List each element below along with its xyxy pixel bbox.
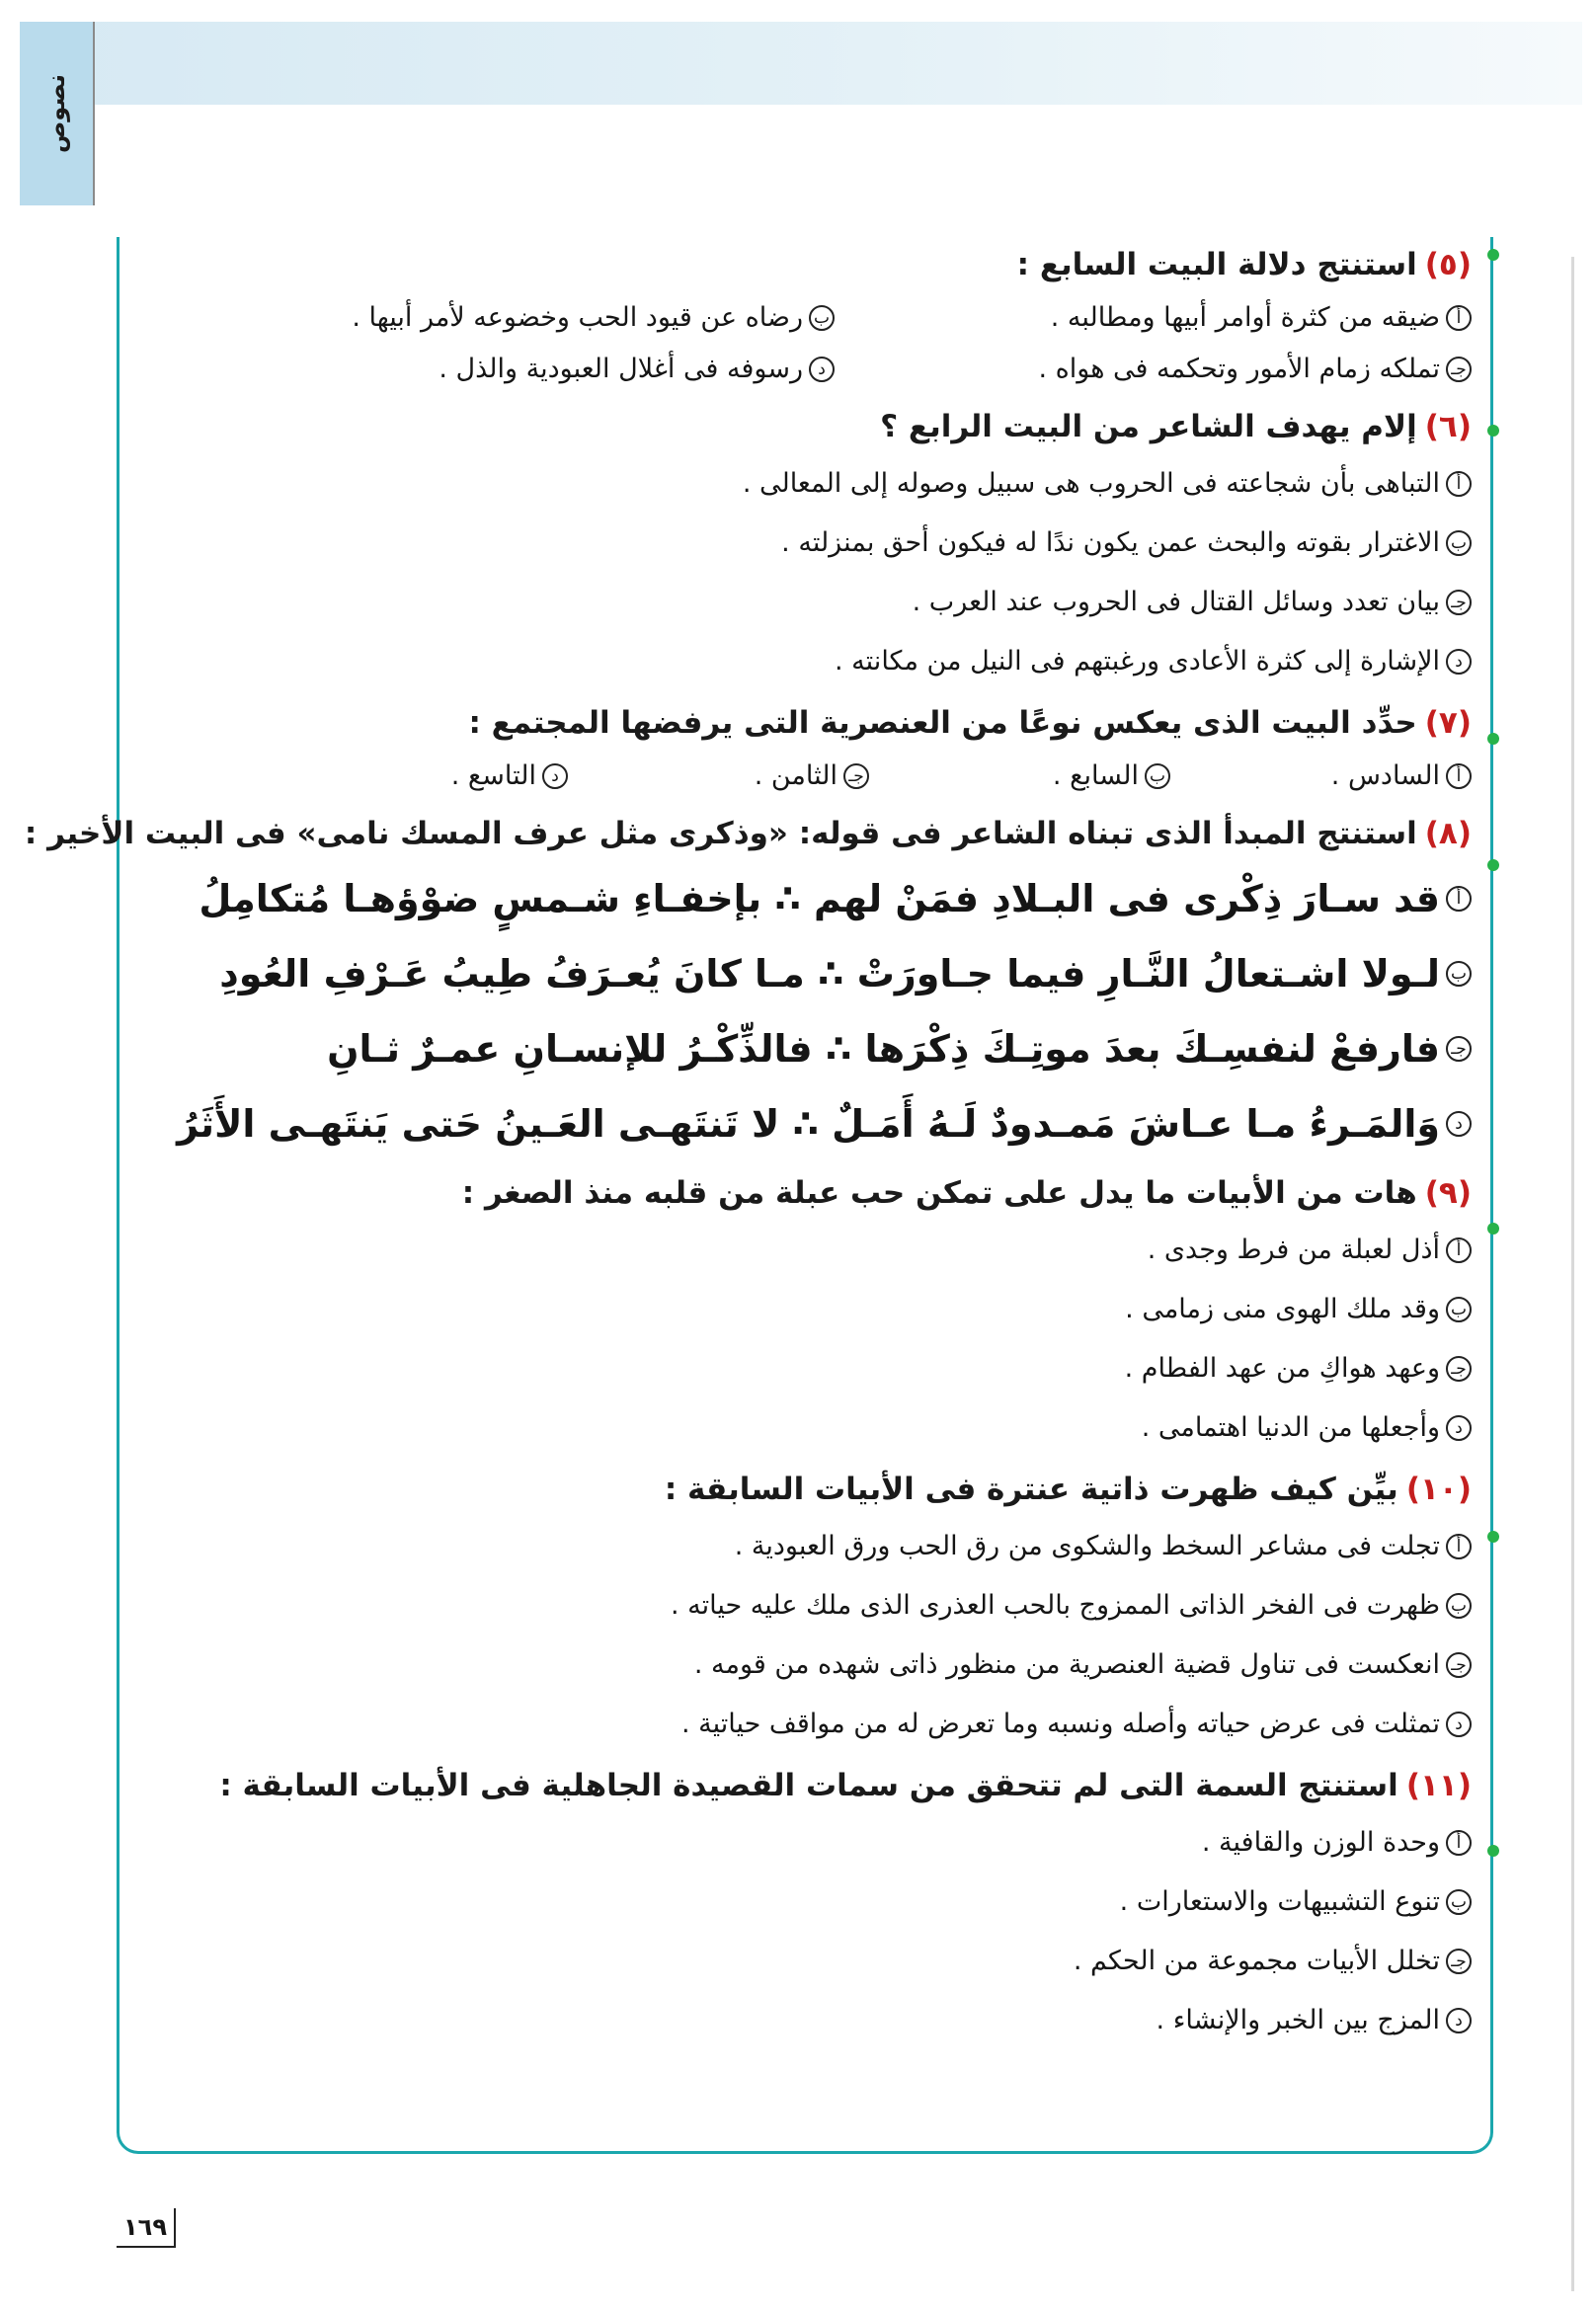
option-text: وأجعلها من الدنيا اهتمامى . — [1141, 1412, 1440, 1443]
option-d[interactable] — [198, 1398, 1472, 1458]
option-b[interactable] — [198, 1576, 1472, 1635]
option-text: المزج بين الخبر والإنشاء . — [1156, 2005, 1440, 2035]
option-mark: أ — [1446, 305, 1472, 331]
option-text: تمثلت فى عرض حياته وأصله ونسبه وما تعرض له من مواقف حياتية . — [680, 1709, 1440, 1739]
question-11 — [198, 1764, 1472, 2050]
question-number: (١٠) — [1405, 1472, 1472, 1507]
option-mark: جـ — [843, 763, 869, 789]
option-d[interactable] — [198, 1695, 1472, 1754]
option-c[interactable] — [835, 344, 1472, 395]
option-c[interactable] — [568, 751, 869, 802]
option-mark: أ — [1446, 886, 1472, 912]
bullet-dot — [1487, 425, 1499, 437]
page-number: ١٦٩ — [117, 2208, 176, 2248]
option-text: انعكست فى تناول قضية العنصرية من منظور ذاتى شهده من قومه . — [693, 1649, 1440, 1680]
option-text: رسوفه فى أغلال العبودية والذل . — [439, 354, 803, 384]
question-text: بيِّن كيف ظهرت ذاتية عنترة فى الأبيات السابقة : — [664, 1472, 1398, 1507]
question-text: استنتج المبدأ الذى تبناه الشاعر فى قوله: «وذكرى مثل عرف المسك نامى» فى البيت الأخير : — [24, 816, 1417, 851]
option-text: بيان تعدد وسائل القتال فى الحروب عند العرب . — [912, 587, 1440, 617]
bullet-dot — [1487, 1223, 1499, 1235]
option-mark: د — [1446, 1111, 1472, 1137]
option-mark: د — [809, 357, 835, 382]
option-mark: ب — [809, 305, 835, 331]
option-text: الثامن . — [754, 760, 838, 791]
option-mark: د — [1446, 649, 1472, 675]
question-text: استنتج دلالة البيت السابع : — [1016, 247, 1417, 282]
option-mark: ب — [1446, 1889, 1472, 1915]
option-text: السادس . — [1330, 760, 1440, 791]
option-text: وعهد هواكِ من عهد الفطام . — [1124, 1353, 1440, 1384]
option-c[interactable] — [198, 1635, 1472, 1695]
section-label: نصوص — [42, 74, 70, 153]
option-mark: د — [542, 763, 568, 789]
option-text: تجلت فى مشاعر السخط والشكوى من رق الحب ورق العبودية . — [734, 1531, 1440, 1561]
option-text: رضاه عن قيود الحب وخضوعه لأمر أبيها . — [352, 302, 803, 333]
option-a[interactable] — [835, 292, 1472, 344]
verse-text: فارفعْ لنفسِـكَ بعدَ موتِـكَ ذِكْرَها ∴ فالذِّكْـرُ للإنسـانِ عمـرٌ ثـانِ — [327, 1027, 1440, 1071]
option-text: التباهى بأن شجاعته فى الحروب هى سبيل وصوله إلى المعالى . — [742, 468, 1440, 499]
option-b[interactable] — [198, 292, 835, 344]
verse-text: قد سـارَ ذِكْرى فى البـلادِ فمَنْ لهم ∴ بإخفـاءِ شـمسٍ ضوْؤهـا مُتكامِلُ — [199, 877, 1440, 920]
option-mark: أ — [1446, 763, 1472, 789]
question-number: (٨) — [1424, 816, 1472, 851]
option-b[interactable] — [198, 936, 1472, 1011]
option-a[interactable] — [198, 1517, 1472, 1576]
option-mark: ب — [1145, 763, 1170, 789]
option-text: ظهرت فى الفخر الذاتى الممزوج بالحب العذرى الذى ملك عليه حياته . — [670, 1590, 1440, 1621]
option-text: وحدة الوزن والقافية . — [1201, 1827, 1440, 1858]
option-mark: جـ — [1446, 357, 1472, 382]
option-a[interactable] — [198, 861, 1472, 936]
question-text: استنتج السمة التى لم تتحقق من سمات القصيدة الجاهلية فى الأبيات السابقة : — [219, 1768, 1398, 1803]
option-mark: أ — [1446, 1830, 1472, 1856]
bullet-dot — [1487, 249, 1499, 261]
option-mark: ب — [1446, 530, 1472, 556]
header-band — [20, 22, 1582, 105]
option-mark: جـ — [1446, 1356, 1472, 1382]
option-b[interactable] — [198, 1280, 1472, 1339]
question-text: حدِّد البيت الذى يعكس نوعًا من العنصرية التى يرفضها المجتمع : — [468, 705, 1417, 741]
question-6 — [198, 405, 1472, 691]
bullet-dot — [1487, 733, 1499, 745]
option-a[interactable] — [1170, 751, 1472, 802]
verse-text: لـولا اشـتعالُ النَّـارِ فيما جـاورَتْ ∴ مـا كانَ يُعـرَفُ طِيبُ عَـرْفِ العُودِ — [219, 952, 1440, 996]
option-d[interactable] — [198, 344, 835, 395]
option-c[interactable] — [198, 1932, 1472, 1991]
option-mark: جـ — [1446, 1652, 1472, 1678]
option-mark: د — [1446, 1712, 1472, 1737]
option-mark: ب — [1446, 1593, 1472, 1619]
option-text: السابع . — [1052, 760, 1139, 791]
option-d[interactable] — [198, 632, 1472, 691]
question-9 — [198, 1171, 1472, 1458]
page-edge-line — [1571, 257, 1574, 2291]
question-10 — [198, 1468, 1472, 1754]
tab-divider — [93, 22, 95, 205]
option-text: ضيقه من كثرة أوامر أبيها ومطالبه . — [1050, 302, 1440, 333]
option-text: تنوع التشبيهات والاستعارات . — [1119, 1886, 1440, 1917]
question-number: (٥) — [1424, 247, 1472, 282]
option-mark: ب — [1446, 1297, 1472, 1322]
option-text: الاغترار بقوته والبحث عمن يكون ندًا له فيكون أحق بمنزلته . — [781, 527, 1440, 558]
option-text: التاسع . — [450, 760, 536, 791]
question-text: إلام يهدف الشاعر من البيت الرابع ؟ — [880, 409, 1417, 444]
verse-text: وَالمَـرءُ مـا عـاشَ مَمـدودٌ لَـهُ أَمَـلٌ ∴ لا تَنتَهـى العَـينُ حَتى يَنتَهـى الأَثَرُ — [177, 1102, 1440, 1146]
question-number: (٧) — [1424, 705, 1472, 741]
option-d[interactable] — [177, 1086, 1472, 1161]
option-a[interactable] — [198, 1221, 1472, 1280]
bullet-column — [1487, 227, 1499, 1926]
option-mark: ب — [1446, 961, 1472, 987]
option-mark: أ — [1446, 1237, 1472, 1263]
bullet-dot — [1487, 859, 1499, 871]
option-a[interactable] — [198, 454, 1472, 514]
option-a[interactable] — [198, 1813, 1472, 1873]
option-mark: د — [1446, 2008, 1472, 2033]
option-mark: جـ — [1446, 1036, 1472, 1062]
option-d[interactable] — [267, 751, 568, 802]
option-d[interactable] — [198, 1991, 1472, 2050]
option-b[interactable] — [198, 514, 1472, 573]
question-number: (٩) — [1424, 1175, 1472, 1211]
question-text: هات من الأبيات ما يدل على تمكن حب عبلة من قلبه منذ الصغر : — [461, 1175, 1417, 1211]
option-mark: أ — [1446, 1534, 1472, 1559]
questions-list — [24, 233, 1472, 2050]
option-text: الإشارة إلى كثرة الأعادى ورغبتهم فى النيل من مكانته . — [835, 646, 1440, 677]
option-mark: جـ — [1446, 590, 1472, 615]
option-b[interactable] — [198, 1873, 1472, 1932]
option-b[interactable] — [869, 751, 1170, 802]
option-text: وقد ملك الهوى منى زمامى . — [1125, 1294, 1440, 1324]
option-c[interactable] — [198, 1011, 1472, 1086]
question-7 — [198, 701, 1472, 802]
question-5 — [198, 243, 1472, 395]
option-mark: أ — [1446, 471, 1472, 497]
option-mark: جـ — [1446, 1949, 1472, 1974]
option-text: أذل لعبلة من فرط وجدى . — [1147, 1235, 1440, 1265]
question-8 — [24, 812, 1472, 1161]
bullet-dot — [1487, 1845, 1499, 1857]
option-c[interactable] — [198, 573, 1472, 632]
question-number: (١١) — [1405, 1768, 1472, 1803]
question-number: (٦) — [1424, 409, 1472, 444]
bullet-dot — [1487, 1531, 1499, 1543]
option-mark: د — [1446, 1415, 1472, 1441]
option-text: تخلل الأبيات مجموعة من الحكم . — [1073, 1946, 1440, 1976]
option-text: تملكه زمام الأمور وتحكمه فى هواه . — [1038, 354, 1440, 384]
option-c[interactable] — [198, 1339, 1472, 1398]
